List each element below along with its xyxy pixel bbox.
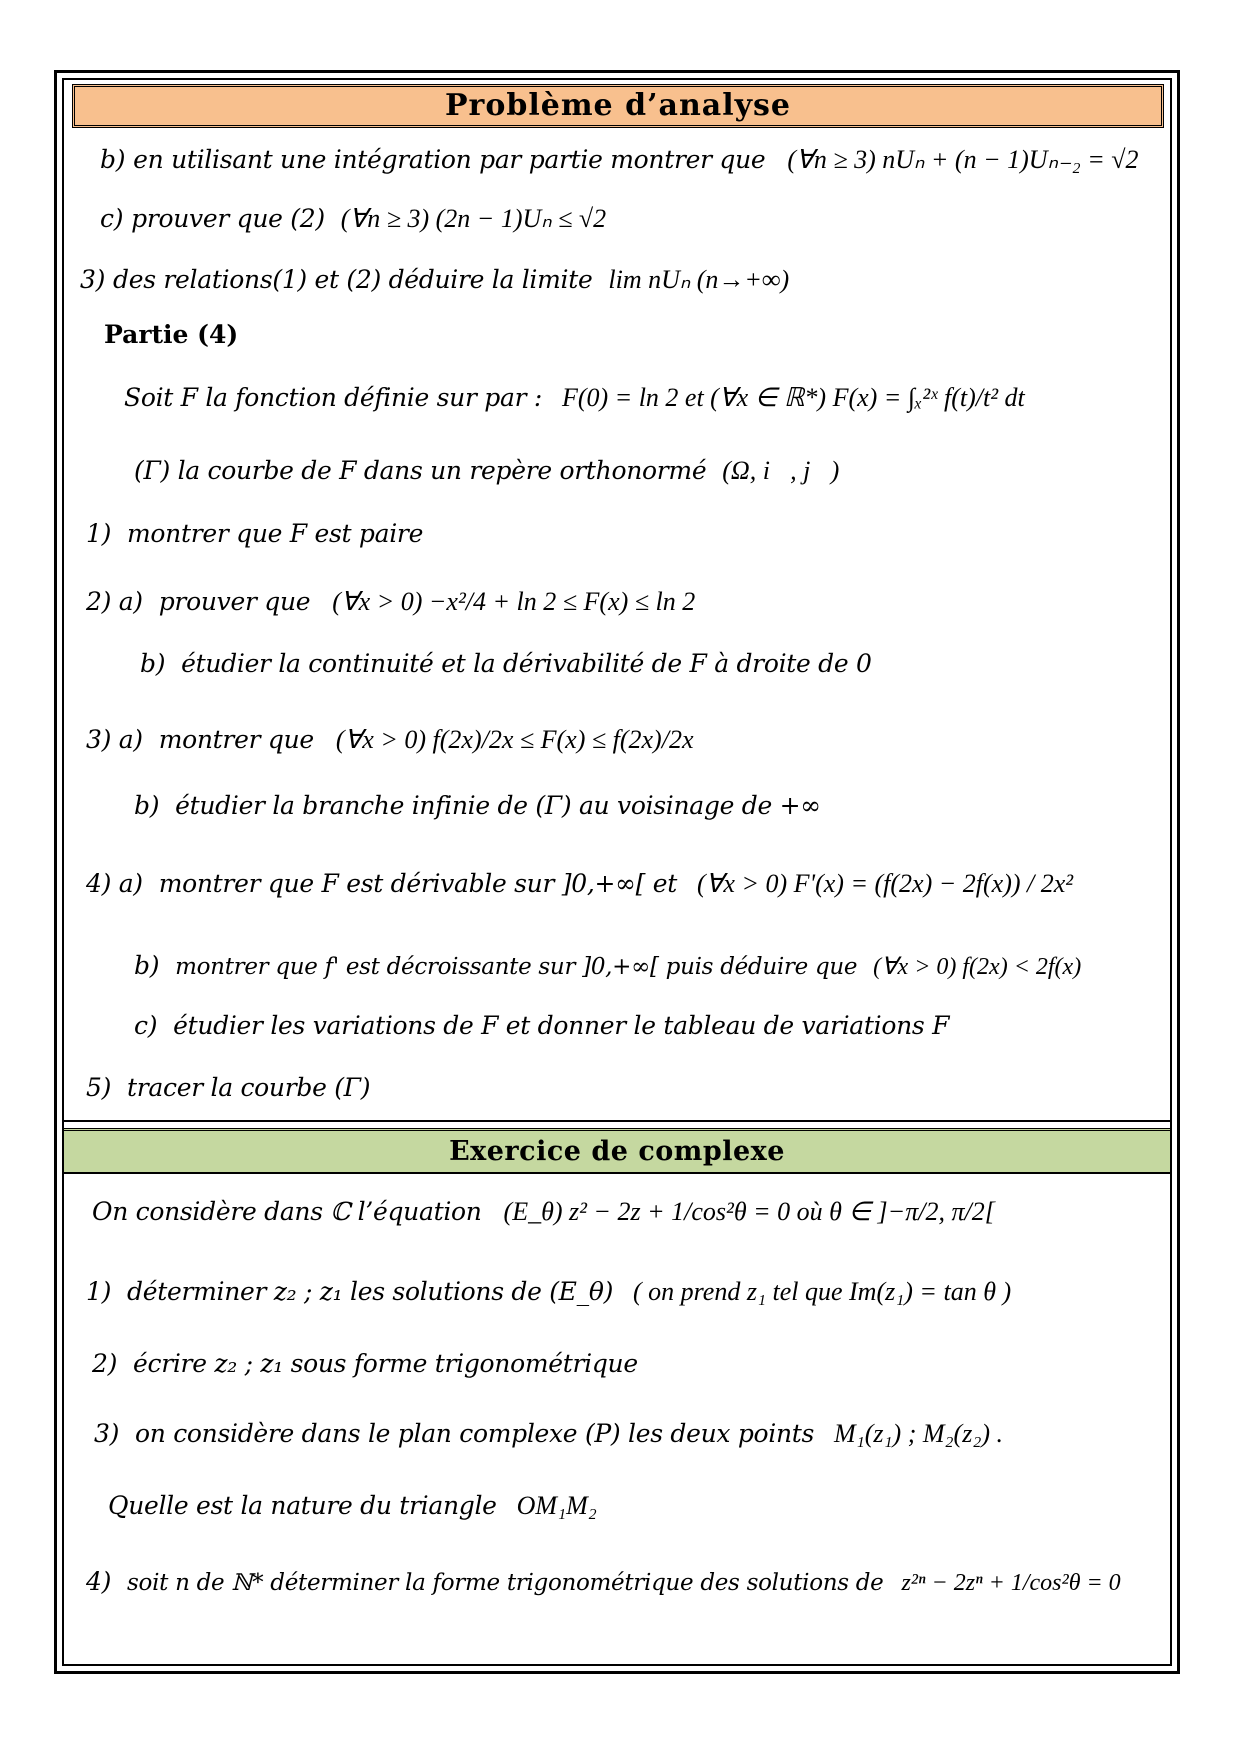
question-label: 1) bbox=[86, 1277, 112, 1306]
question-text: tracer la courbe (Γ) bbox=[127, 1073, 371, 1102]
question-label: 5) bbox=[86, 1073, 112, 1102]
question-text: prouver que (2) bbox=[131, 204, 325, 233]
courbe-text: (Γ) la courbe de F dans un repère orthonormé bbox=[134, 456, 707, 485]
definition-text: Soit F la fonction définie sur par : bbox=[124, 383, 542, 412]
courbe-formula: (Ω, i⃗, j⃗) bbox=[722, 456, 840, 485]
question-3a bbox=[86, 724, 693, 756]
question-text: étudier les variations de F et donner le tableau de variations F bbox=[173, 1011, 950, 1040]
intro-formula: (E_θ) z² − 2z + 1/cos²θ = 0 où θ ∈ ]−π/2, π/2[ bbox=[503, 1197, 995, 1226]
question-label: 4) bbox=[86, 1567, 112, 1596]
complex-question-1 bbox=[86, 1276, 1011, 1308]
question-text: des relations(1) et (2) déduire la limite bbox=[113, 265, 593, 294]
complex-question-3 bbox=[94, 1418, 1003, 1450]
question-text: montrer que F est dérivable sur ]0,+∞[ et bbox=[158, 869, 677, 898]
complex-question-4 bbox=[86, 1566, 1121, 1599]
question-text: montrer que f' est décroissante sur ]0,+∞[ puis déduire que bbox=[175, 954, 858, 980]
section-title-complexe: Exercice de complexe bbox=[64, 1128, 1170, 1174]
question-text: étudier la continuité et la dérivabilité de F à droite de 0 bbox=[181, 649, 872, 678]
question-b bbox=[100, 144, 1139, 176]
question-text: en utilisant une intégration par partie montrer que bbox=[133, 145, 766, 174]
definition-line bbox=[124, 382, 1025, 414]
question-text: étudier la branche infinie de (Γ) au voisinage de +∞ bbox=[175, 791, 821, 820]
formula: (∀x > 0) −x²/4 + ln 2 ≤ F(x) ≤ ln 2 bbox=[332, 587, 696, 616]
section-title-analyse: Problème d’analyse bbox=[72, 84, 1164, 128]
complex-intro bbox=[92, 1196, 995, 1228]
question-note: ( on prend z₁ tel que Im(z₁) = tan θ ) bbox=[632, 1277, 1012, 1306]
formula: (∀n ≥ 3) nUₙ + (n − 1)Uₙ₋₂ = √2 bbox=[787, 145, 1139, 174]
question-label: 1) bbox=[86, 519, 112, 548]
question-label: 3) a) bbox=[86, 725, 143, 754]
partie-heading: Partie (4) bbox=[104, 320, 239, 349]
question-label: b) bbox=[134, 951, 160, 980]
question-text: soit n de ℕ* déterminer la forme trigonométrique des solutions de bbox=[127, 1570, 884, 1596]
formula: (∀n ≥ 3) (2n − 1)Uₙ ≤ √2 bbox=[340, 204, 607, 233]
formula: (∀x > 0) F'(x) = (f(2x) − 2f(x)) / 2x² bbox=[696, 869, 1074, 898]
question-4a bbox=[86, 868, 1073, 900]
question-label: b) bbox=[140, 649, 166, 678]
complex-question-2 bbox=[92, 1348, 638, 1380]
question-text: prouver que bbox=[158, 587, 311, 616]
intro-text: On considère dans ℂ l’équation bbox=[92, 1197, 482, 1226]
question-label: c) bbox=[100, 204, 124, 233]
question-2a bbox=[86, 586, 695, 618]
question-label: c) bbox=[134, 1011, 158, 1040]
question-label: 2) bbox=[92, 1349, 118, 1378]
formula: (∀x > 0) f(2x) < 2f(x) bbox=[873, 954, 1082, 980]
question-label: b) bbox=[134, 791, 160, 820]
question-text: écrire z₂ ; z₁ sous forme trigonométrique bbox=[133, 1349, 638, 1378]
question-label: 4) a) bbox=[86, 869, 143, 898]
formula: (∀x > 0) f(2x)/2x ≤ F(x) ≤ f(2x)/2x bbox=[335, 725, 694, 754]
question-4c bbox=[134, 1010, 949, 1042]
formula: OM₁M₂ bbox=[516, 1491, 597, 1520]
formula: M₁(z₁) ; M₂(z₂) . bbox=[834, 1419, 1004, 1448]
section-divider bbox=[62, 1120, 1172, 1122]
question-label: 2) a) bbox=[86, 587, 143, 616]
question-3 bbox=[80, 264, 789, 296]
question-text: montrer que F est paire bbox=[127, 519, 424, 548]
question-label: 3) bbox=[80, 265, 106, 294]
question-c bbox=[100, 203, 606, 235]
courbe-line bbox=[134, 455, 839, 487]
formula: z²ⁿ − 2zⁿ + 1/cos²θ = 0 bbox=[901, 1570, 1121, 1596]
question-text: montrer que bbox=[158, 725, 314, 754]
question-2b bbox=[140, 648, 872, 680]
question-text: on considère dans le plan complexe (P) les deux points bbox=[135, 1419, 815, 1448]
question-1 bbox=[86, 518, 423, 550]
question-5 bbox=[86, 1072, 370, 1104]
question-label: b) bbox=[100, 145, 126, 174]
complex-question-3-followup bbox=[108, 1490, 597, 1522]
question-3b bbox=[134, 790, 821, 822]
definition-formula: F(0) = ln 2 et (∀x ∈ ℝ*) F(x) = ∫ₓ²ˣ f(t)/t² dt bbox=[561, 383, 1025, 412]
question-text: déterminer z₂ ; z₁ les solutions de (E_θ) bbox=[127, 1277, 614, 1306]
question-label: 3) bbox=[94, 1419, 120, 1448]
question-text: Quelle est la nature du triangle bbox=[108, 1491, 497, 1520]
formula: lim nUₙ (n→+∞) bbox=[608, 265, 790, 294]
question-4b bbox=[134, 950, 1081, 983]
